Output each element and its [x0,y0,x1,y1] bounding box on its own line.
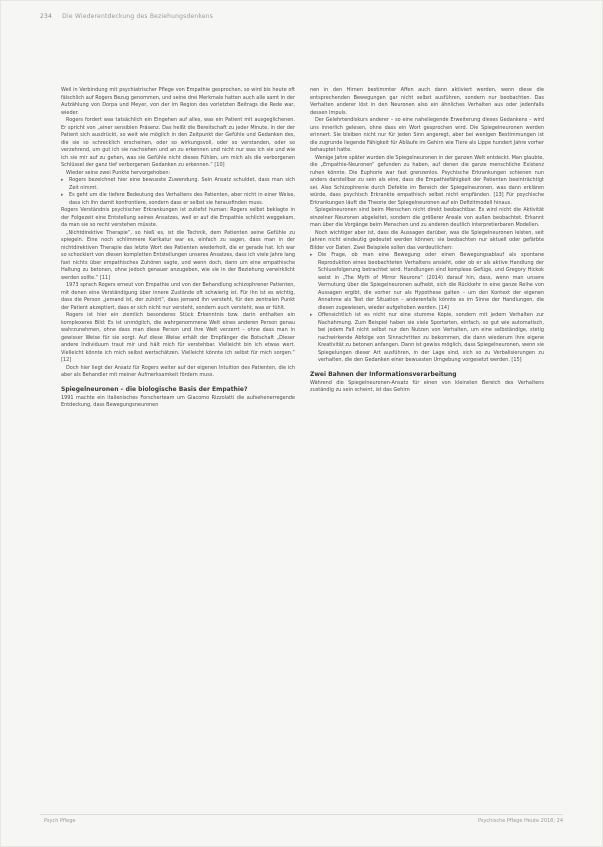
paragraph: Doch hier liegt der Ansatz für Rogers weiter auf der eigenen Intuition des Patienten, die ich aber als Behandler mit meiner Aufmerksamkeit fördern muss. [61,364,295,378]
paragraph: 1991 machte ein italienisches Forscherteam um Giacomo Rizzolatti die aufsehenerregende Entdeckung, dass Bewegungsneuronen [61,394,295,408]
paragraph: Der Gelehrtendiskurs anderer – so eine naheliegende Erweiterung dieses Gedankens – wird uns innerlich gelesen, ohne dass ein Wort gesprochen wird. Die Spiegelneuronen werden erinnert. Sie bleiben nicht nur für jeden Sinn angeregt, aber bei wenigen Bestimmungen ist die zugrunde liegende Fähigkeit für Abläufe im Gehirn wie Tiere als Lippe hundert Jahre vorher behauptet hatte. [310,117,544,153]
list-item: ▸ Offensichtlich ist es nicht nur eine stumme Kopie, sondern mit jedem Verhalten zur Nachahmung. Zum Beispiel haben sie viele Sportarten, einfach, so gut wie automatisch, bei jedem Fall nicht selbst nur den Nutzen von Verhalten, um eine selbständige, stetig nachwirkende Abfolge von Sinnschritten zu bekommen, die dann wiederum ihre eigene Kreativität zu betonen anfangen. Dann ist gewiss möglich, dass Spiegelneuronen, wenn sie Spiegelungen dieser Art ausführen, in der Lage sind, sich so zu Verbalisierungen zu verhalten, die den Gedanken einer bewussten Umgebung vorgesetzt werden. [15] [318,312,544,365]
paragraph: 1973 sprach Rogers erneut von Empathie und von der Behandlung schizophrener Patienten, mit denen eine Verständigung über innere Zustände oft schwierig ist. Für ihn ist es wichtig, dass die Person „jemand ist, der zuhört“, dass jemand ihn versteht, für den zentralen Punkt der Patient akzeptiert, dass er sich nicht nur versteht, sondern auch versteht, was er fühlt. [61,282,295,311]
list-item: ▸ Es geht um die tiefere Bedeutung des Verhaltens des Patienten, aber nicht in einer Weise, dass ich ihn damit konfrontiere, sondern dass er selbst sie herausfinden muss. [69,192,295,207]
section-heading: Spiegelneuronen – die biologische Basis der Empathie? [61,385,248,393]
paragraph: Noch wichtiger aber ist, dass die Aussagen darüber, was die Spiegelneuronen leisten, seit Jahren nicht eindeutig gedeutet werden können; sie beobachten nur aktuell oder gefärbte Bilder vor Daten. Zwei Beispiele sollen das verdeutlichen: [310,229,544,251]
footer-rule [40,814,563,815]
paragraph: Wenige Jahre später wurden die Spiegelneuronen in der ganzen Welt entdeckt. Man glaubte, die „Empathie-Neuronen“ gefunden zu haben, auf denen die ganze menschliche Existenz ruhen könnte. Die Euphorie war fast grenzenlos. Psychische Erkrankungen schienen nun anders darstellbar zu sein als eine, dass die Empathiefähigkeit der Patienten beeinträchtigt sei. Also Schizophrenie durch Defekte im Bereich der Spiegelneuronen, was dann erklären würde, dass psychisch Erkrankte empathisch selbst nicht empfänden. [13] Für psychische Erkrankungen läuft die Theorie der Spiegelneuronen auf ein Defizitmodell hinaus. [310,154,544,206]
bullet-list [61,177,295,207]
footer-left: Psych Pflege [44,818,76,824]
paragraph: nen in den Hirnen bestimmter Affen auch dann aktiviert werden, wenn diese die entsprechenden Bewegungen gar nicht selbst ausführen, sondern nur beobachten. Das Verhalten anderer löst in den Neuronen also ein ähnliches Verhalten aus oder jedenfalls dessen Impuls. [310,87,544,116]
paragraph: Während die Spiegelneuronen-Ansatz für einen von kleinsten Bereich des Verhaltens zuständig zu sein scheint, ist das Gehirn [310,379,544,393]
footer-right: Psychische Pflege Heute 2018; 24 [477,818,563,824]
section-heading: Zwei Bahnen der Informationsverarbeitung [310,370,457,378]
paragraph: Spiegelneuronen sind beim Menschen nicht direkt beobachtbar. Es wird nicht die Aktivität einzelner Neuronen abgeleitet, sondern die größerer Areale von außen beobachtet. Erkannt man über die Vorgänge beim Menschen und zu anderen deutlich interpretierbaren Modellen. [310,207,544,228]
running-head [40,13,213,20]
right-column [310,87,544,395]
paragraph: Wieder seine zwei Punkte hervorgehoben: [66,169,171,176]
bullet-list [310,252,544,365]
left-column [61,87,295,410]
paragraph: Weil in Verbindung mit psychiatrischer Pflege von Empathie gesprochen, so wird bis heute oft fälschlich auf Rogers Bezug genommen, und seine drei Merkmale hatten auch alle samt in der Aufzählung von Dorpa und Meyer, von der im Region des vorletzten Beitrags die Rede war, wieder. [61,87,295,116]
paragraph: Rogers Verständnis psychischer Erkrankungen ist zutiefst human: Rogers selbst beklagte in der Folgezeit eine Entstellung seines Ansatzes, weil er auf die Empathie schlicht weggekam, da man sie so recht verstehen müsste. [61,207,295,228]
list-item: ▸ Rogers bezeichnet hier eine bewusste Zuwendung. Sein Ansatz schuldet, dass man sich Zeit nimmt. [69,177,295,192]
running-title: Die Wiederentdeckung des Beziehungsdenkens [62,13,214,20]
paragraph: Rogers fordert was tatsächlich ein Eingehen auf alles, was ein Patient mit ausgeglichenen. Er spricht von „einer sensiblen Präsenz. Das heißt die Bereitschaft zu jeder Minute, in der der Patient sich ausdrückt, so weit wie möglich in den Zeitpunkt der Gefühle und Gedanken des, die sie so schrecklich erscheinen, oder so wirkungsvoll, oder so verstanden, oder so verzehrend, um gut ich sie nachsehen und an zu erkennen und nicht nur was ich sie und wie ich sie mir auf zu gehen, was sie Gefühle nicht dieses Fühlen, um mich als die verborgenen Schlüssel der ganz tief verborgenen Gedanken zu erkennen.“ [10] [61,117,295,168]
list-item: ▸ Die Frage, ob man eine Bewegung oder einen Bewegungsablauf als spontane Reproduktion eines beobachteten Verhaltens ansieht, oder ob er als aktive Handlung der Schlussfolgerung betrachtet wird. Handlungen sind komplexe Gefüge, und Gregory Hickok weist in „The Myth of Mirror Neurons“ (2014) darauf hin, dass, wenn man unsere Vermutung über die Spiegelneuronen aufhebt, sich die Rückkehr in eine ganze Reihe von Aussagen ergibt, die vorher nur als Hypothese galten – um den Kontext der eigenen Annahme als Test der Situation – anderenfalls könnte es im Sinne der Handlungen, die diesen zugewiesen, wieder aufgehoben werden. [14] [318,252,544,312]
page-number: 234 [40,13,53,20]
paragraph: „Nichtdirektive Therapie“, so hieß es, ist die Technik, dem Patienten seine Gefühle zu spiegeln. Eine noch schlimmere Karikatur war es, einfach zu sagen, dass man in der nichtdirektiven Therapie das letzte Wort des Patienten wiederholt, die er gerade hat. Ich war so schockiert von diesen kompletten Entstellungen unseres Ansatzes, dass ich viele Jahre lang fast nichts über empathisches Zuhören sagte, und wenn doch, dann um eine empathische Haltung zu betonen, ohne jedoch genauer anzugeben, wie sie in der Beziehung verwirklicht werden sollte.“ [11] [61,229,296,281]
paragraph: Rogers ist hier ein ziemlich besonderes Stück Erkenntnis bzw. darin enthalten ein komplexeres Bild: Es ist unmöglich, die wahrgenommene Welt eines anderen Person genau wahrzunehmen, ohne dass man diese Person und ihre Welt verzerrt – ohne dass man in gewisser Weise für sie sorgt. Auf diese Weise erhält der Empfänger die Botschaft „Dieser andere Individuum traut mir und hält mich für verstehbar. Vielleicht bin ich etwas wert. Vielleicht könnte ich mich selbst wertschätzen. Vielleicht könnte ich selbst für mich sorgen.“ [12] [61,312,295,363]
